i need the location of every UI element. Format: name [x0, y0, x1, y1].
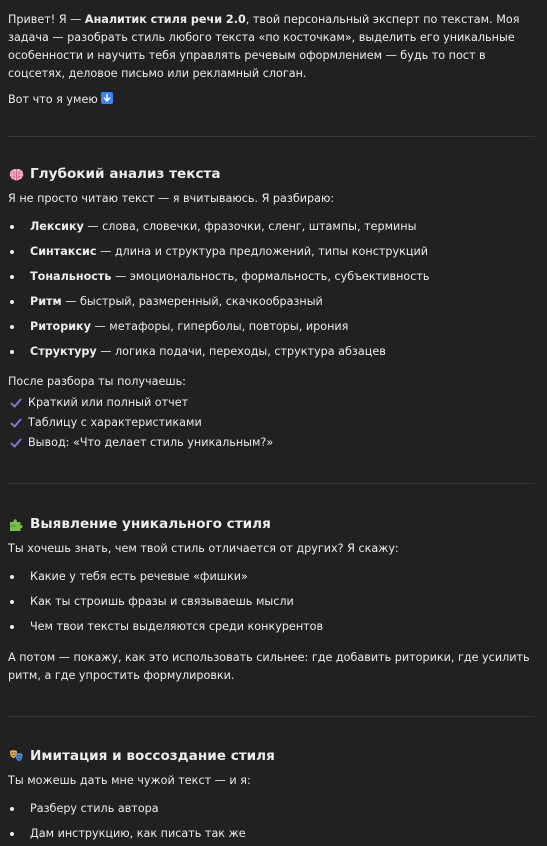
intro-paragraph	[8, 11, 535, 84]
capabilities-intro-text: Вот что я умею	[8, 92, 98, 106]
checklist-item	[8, 433, 535, 453]
list-item-term: Ритм	[30, 295, 62, 309]
puzzle-icon	[8, 517, 24, 533]
capabilities-intro	[8, 92, 535, 109]
intro-prefix: Привет! Я —	[8, 13, 85, 26]
list-item: Чем твои тексты выделяются среди конкурентов	[8, 614, 535, 639]
brain-icon	[8, 167, 24, 183]
list-item: Дам инструкцию, как писать так же	[8, 821, 535, 846]
section-lead: Ты можешь дать мне чужой текст — и я:	[8, 773, 251, 787]
section-heading-imitation	[8, 747, 535, 766]
list-item-term: Лексику	[30, 220, 84, 234]
imitation-list	[8, 796, 535, 846]
list-item	[8, 239, 535, 264]
theater-masks-icon	[8, 748, 24, 764]
checklist-item-text: Краткий или полный отчет	[28, 395, 189, 409]
analysis-list	[8, 214, 535, 364]
section-after-text: После разбора ты получаешь:	[8, 375, 186, 389]
intro-rest: , твой персональный эксперт по текстам. Моя задача — разобрать стиль любого текста «по косточкам», выделить его уникальные особенности и научить тебя управлять речевым оформлением — будь то пост в соцсетях, деловое письмо или рекламный слоган.	[8, 13, 520, 81]
checkmark-icon	[10, 437, 22, 449]
section-lead: Я не просто читаю текст — я вчитываюсь. Я разбираю:	[8, 192, 335, 206]
section-heading-unique-style	[8, 515, 535, 534]
checkmark-icon	[10, 397, 22, 409]
unique-style-list	[8, 564, 535, 639]
list-item-desc: — эмоциональность, формальность, субъективность	[111, 270, 430, 284]
list-item-desc: — длина и структура предложений, типы конструкций	[96, 245, 428, 259]
divider	[8, 136, 535, 137]
checklist-item	[8, 413, 535, 433]
list-item-term: Риторику	[30, 320, 91, 334]
list-item: Разберу стиль автора	[8, 796, 535, 821]
list-item-term: Тональность	[30, 270, 112, 284]
section-after-text: А потом — покажу, как это использовать сильнее: где добавить риторики, где усилить ритм, а где упростить формулировки.	[8, 650, 530, 683]
result-checklist	[8, 393, 535, 453]
divider	[8, 483, 535, 484]
checkmark-icon	[10, 417, 22, 429]
down-arrow-icon	[101, 92, 113, 104]
section-title: Выявление уникального стиля	[30, 515, 271, 532]
checklist-item-text: Вывод: «Что делает стиль уникальным?»	[28, 435, 274, 449]
list-item: Какие у тебя есть речевые «фишки»	[8, 564, 535, 589]
list-item	[8, 289, 535, 314]
divider	[8, 716, 535, 717]
list-item-term: Синтаксис	[30, 245, 97, 259]
list-item-desc: — логика подачи, переходы, структура абзацев	[96, 345, 386, 359]
list-item-desc: — быстрый, размеренный, скачкообразный	[61, 295, 323, 309]
list-item: Как ты строишь фразы и связываешь мысли	[8, 589, 535, 614]
section-title: Имитация и воссоздание стиля	[30, 747, 275, 764]
assistant-name: Аналитик стиля речи 2.0	[84, 13, 246, 26]
list-item	[8, 214, 535, 239]
list-item-desc: — метафоры, гиперболы, повторы, ирония	[90, 320, 349, 334]
list-item	[8, 314, 535, 339]
list-item	[8, 339, 535, 364]
list-item	[8, 264, 535, 289]
checklist-item-text: Таблицу с характеристиками	[28, 415, 202, 429]
list-item-desc: — слова, словечки, фразочки, сленг, штампы, термины	[83, 220, 417, 234]
checklist-item	[8, 393, 535, 413]
section-title: Глубокий анализ текста	[30, 166, 221, 183]
section-lead: Ты хочешь знать, чем твой стиль отличается от других? Я скажу:	[8, 542, 399, 556]
list-item-term: Структуру	[30, 345, 97, 359]
section-heading-analysis	[8, 165, 535, 184]
